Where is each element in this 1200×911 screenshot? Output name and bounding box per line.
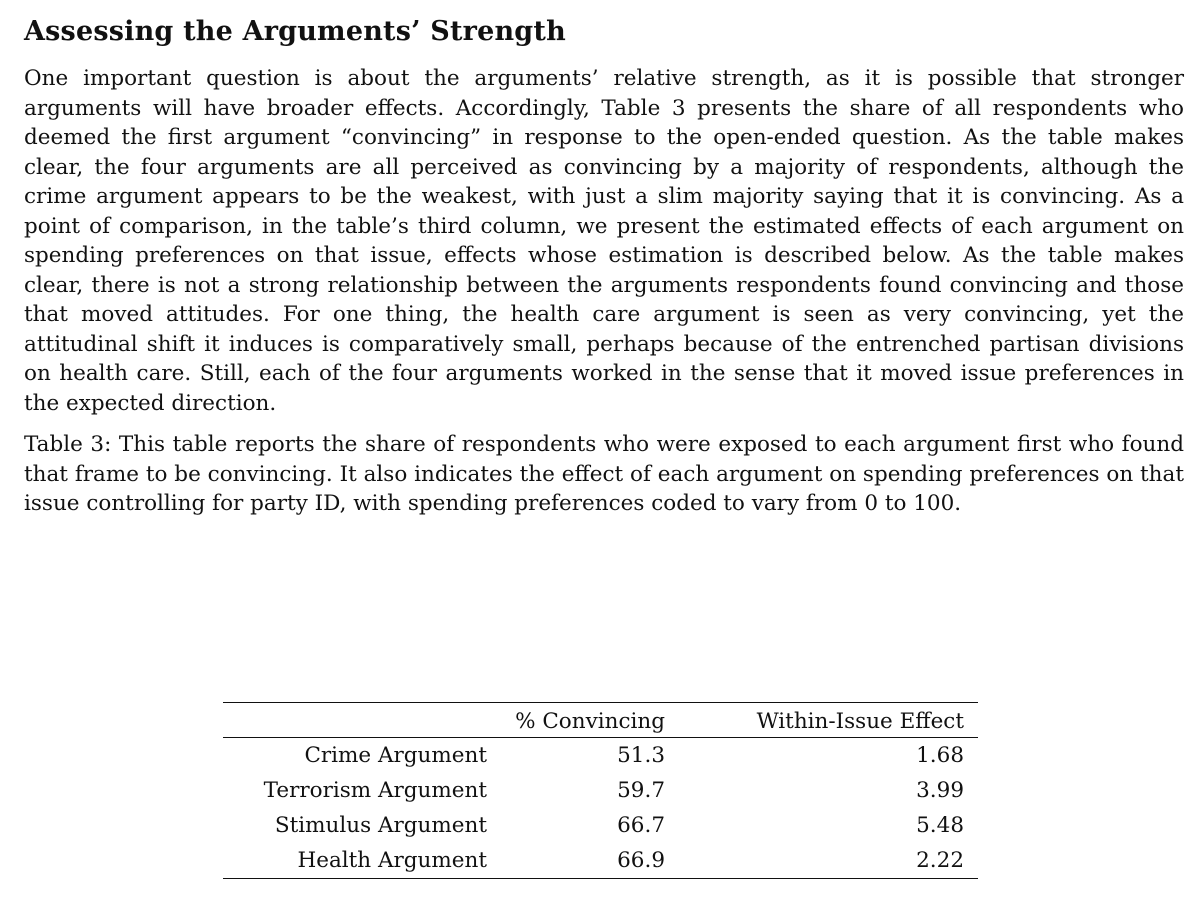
row-label: Crime Argument	[304, 743, 487, 768]
cell-effect: 1.68	[916, 743, 964, 768]
header-effect: Within-Issue Effect	[756, 708, 964, 734]
table-row	[223, 843, 978, 879]
table-caption: Table 3: This table reports the share of respondents who were exposed to each argument first who found that frame to be convincing. It also indicates the effect of each argument on spending preferences on that issue controlling for party ID, with spending preferences coded to vary from 0 to 100.	[24, 432, 1184, 516]
results-table	[223, 702, 978, 879]
row-label: Terrorism Argument	[263, 778, 487, 803]
cell-convincing: 59.7	[617, 778, 665, 803]
table-row	[223, 808, 978, 843]
cell-effect: 5.48	[916, 813, 964, 838]
cell-convincing: 66.9	[617, 848, 665, 873]
header-row-label	[223, 703, 501, 738]
cell-effect: 3.99	[916, 778, 964, 803]
document-page	[24, 10, 1184, 519]
row-label: Stimulus Argument	[274, 813, 487, 838]
body-paragraph: One important question is about the arguments’ relative strength, as it is possible that stronger arguments will have broader effects. Accordingly, Table 3 presents the share of all respondents who deemed the first argument “convincing” in response to the open-ended question. As the table makes clear, the four arguments are all perceived as convincing by a majority of respondents, although the crime argument appears to be the weakest, with just a slim majority saying that it is convincing. As a point of comparison, in the table’s third column, we present the estimated effects of each argument on spending preferences on that issue, effects whose estimation is described below. As the table makes clear, there is not a strong relationship between the arguments respondents found convincing and those that moved attitudes. For one thing, the health care argument is seen as very convincing, yet the attitudinal shift it induces is comparatively small, perhaps because of the entrenched partisan divisions on health care. Still, each of the four arguments worked in the sense that it moved issue preferences in the expected direction.	[24, 66, 1184, 416]
table-row	[223, 773, 978, 808]
section-heading: Assessing the Arguments’ Strength	[24, 16, 566, 47]
row-label: Health Argument	[297, 848, 487, 873]
cell-convincing: 66.7	[617, 813, 665, 838]
table-header-row	[223, 703, 978, 738]
cell-convincing: 51.3	[617, 743, 665, 768]
table-row	[223, 738, 978, 774]
header-convincing: % Convincing	[515, 708, 665, 734]
results-table-container	[223, 702, 978, 879]
cell-effect: 2.22	[916, 848, 964, 873]
